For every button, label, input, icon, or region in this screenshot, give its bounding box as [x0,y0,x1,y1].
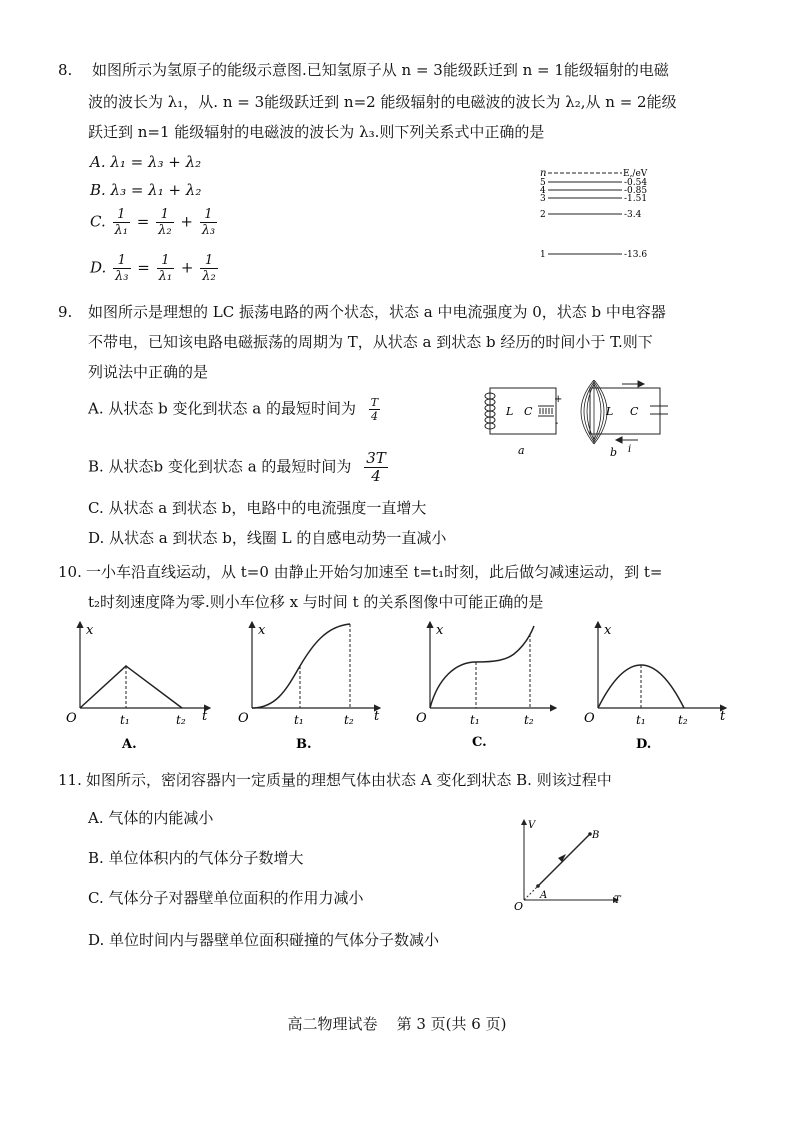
tick-label-t2: t₂ [344,713,354,727]
point-a-label: A [540,890,548,901]
q11-stem-line1: 如图所示，密闭容器内一定质量的理想气体由状态 A 变化到状态 B. 则该过程中 [86,771,612,789]
capacitor-uncharged-icon [650,406,668,414]
fraction-denominator: λ₂ [158,223,172,238]
energy-level-e: -0.54 [624,178,648,188]
graph-d-label: D. [636,737,652,752]
q9-option-a-text: A. 从状态 b 变化到状态 a 的最短时间为 [88,399,356,418]
energy-level-e: -1.51 [624,194,648,204]
q8-option-d [90,253,220,284]
inductor-label: L [606,405,614,418]
current-label: i [628,444,632,455]
graph-c-label: C. [472,735,487,750]
tick-label-t2: t₂ [524,713,534,727]
graph-b-label: B. [296,737,312,752]
q8-option-c-frac3 [200,207,217,238]
q8-option-a: A. λ₁ = λ₃ + λ₂ [90,153,202,171]
axis-label-x: x [258,623,266,638]
capacitor-plus-sign: + [554,394,563,405]
energy-level-n: 5 [540,178,546,188]
fraction-denominator: 4 [370,410,378,423]
axis-label-x: x [86,623,94,638]
q8-stem-line3: 跃迁到 n=1 能级辐射的电磁波的波长为 λ₃.则下列关系式中正确的是 [88,123,545,141]
fraction-numerator: 1 [156,207,173,223]
graph-b [238,622,380,752]
direction-arrow-icon [558,854,566,862]
graph-a-label: A. [122,737,137,752]
q8-option-d-label: D. [90,258,107,277]
energy-level-e: -0.85 [624,186,648,196]
origin-label: O [238,711,249,726]
energy-diagram-n-label: n [540,168,547,179]
q9-option-d: D. 从状态 a 到状态 b，线圈 L 的自感电动势一直减小 [88,529,447,547]
q10-stem-line1: 一小车沿直线运动，从 t=0 由静止开始匀加速至 t=t₁时刻，此后做匀减速运动，到 t= [86,563,663,581]
energy-diagram-e-label: E,/eV [623,169,648,179]
q8-option-c-label: C. [90,212,106,231]
tick-label-t1: t₁ [294,713,304,727]
capacitor-label: C [524,405,533,418]
axis-label-t: t [720,709,726,724]
q8-option-d-frac2 [157,253,174,284]
axis-label-x: x [436,623,444,638]
q8-stem-line2: 波的波长为 λ₁，从. n = 3能级跃迁到 n=2 能级辐射的电磁波的波长为 λ₂,从 n = 2能级 [88,93,677,111]
tick-label-t2: t₂ [678,713,688,727]
q9-number: 9. [58,303,73,321]
extension-line [524,886,538,900]
point-b-label: B [592,830,600,841]
capacitor-minus-sign: - [555,418,559,429]
energy-level-e: -3.4 [624,210,642,220]
plus-sign: + [180,258,194,277]
fraction-numerator: 1 [113,207,130,223]
graph-d [584,622,726,752]
graph-c-curve [430,626,534,708]
q8-stem-line1: 如图所示为氢原子的能级示意图.已知氢原子从 n = 3能级跃迁到 n = 1能级辐射的电磁 [92,61,669,79]
q8-option-c [90,207,219,238]
energy-level-n: 3 [540,194,546,204]
tick-label-t2: t₂ [176,713,186,727]
fraction-numerator: T [370,396,379,409]
q11-option-d: D. 单位时间内与器壁单位面积碰撞的气体分子数减小 [88,931,440,949]
inductor-label: L [506,405,514,418]
graph-a-curve [80,666,182,708]
q9-option-a-fraction [369,396,380,423]
axis-label-t: T [614,895,621,906]
fraction-numerator: 1 [200,207,217,223]
tick-label-t1: t₁ [636,713,646,727]
energy-level-n: 1 [540,250,546,260]
fraction-denominator: λ₁ [158,269,173,284]
fraction-denominator: 4 [371,467,381,485]
lc-circuit-b [581,380,668,459]
q10-stem-line2: t₂时刻速度降为零.则小车位移 x 与时间 t 的关系图像中可能正确的是 [88,593,544,611]
q9-option-a [88,396,382,423]
plus-sign: + [180,212,193,231]
tick-label-t1: t₁ [120,713,130,727]
origin-label: O [416,711,427,726]
fraction-numerator: 1 [200,253,217,269]
energy-level-e: -13.6 [624,250,648,260]
q9-stem-line2: 不带电，已知该电路电磁振荡的周期为 T，从状态 a 到状态 b 经历的时间小于 T.则下 [88,333,653,351]
fraction-denominator: λ₃ [115,269,129,284]
graph-c [416,622,556,750]
q8-option-d-frac1 [113,253,130,284]
origin-label: O [584,711,595,726]
state-b-label: b [610,446,618,459]
tick-label-t1: t₁ [470,713,480,727]
fraction-denominator: λ₃ [201,223,216,238]
lc-circuit-a [485,388,562,457]
lc-circuit-diagrams [482,380,672,460]
q9-stem-line3: 列说法中正确的是 [88,363,209,381]
q11-option-b: B. 单位体积内的气体分子数增大 [88,849,304,867]
fraction-denominator: λ₂ [202,269,216,284]
axis-label-v: V [528,820,536,831]
fraction-numerator: 3T [366,449,386,467]
q11-number: 11. [58,771,82,789]
axis-label-x: x [604,623,612,638]
equals-sign: = [137,258,150,277]
process-line [538,834,590,886]
point-a [536,884,540,888]
energy-level-diagram [536,165,666,265]
axis-label-t: t [202,709,208,724]
page-footer: 高二物理试卷 第 3 页(共 6 页) [287,1015,507,1033]
q8-number: 8. [58,61,73,79]
q8-option-b: B. λ₃ = λ₁ + λ₂ [90,181,202,199]
fraction-numerator: 1 [157,253,174,269]
q11-option-c: C. 气体分子对器壁单位面积的作用力减小 [88,889,364,907]
q9-option-b-fraction [364,450,388,485]
energy-level-n: 4 [540,186,546,196]
q8-option-c-frac2 [156,207,173,238]
q11-option-a: A. 气体的内能减小 [88,809,214,827]
graph-a [66,622,210,752]
axis-label-t: t [374,709,380,724]
q8-option-c-frac1 [113,207,130,238]
capacitor-label: C [630,405,639,418]
q10-number: 10. [58,563,82,581]
q9-option-c: C. 从状态 a 到状态 b，电路中的电流强度一直增大 [88,499,427,517]
v-t-graph [510,814,640,914]
origin-label: O [66,711,77,726]
fraction-denominator: λ₁ [114,223,128,238]
fraction-numerator: 1 [113,253,130,269]
q9-option-b [88,450,390,485]
equals-sign: = [136,212,150,231]
capacitor-charged-icon [538,406,554,416]
q9-option-b-text: B. 从状态b 变化到状态 a 的最短时间为 [88,457,352,476]
x-t-graphs [58,616,748,756]
q8-option-d-frac3 [200,253,217,284]
energy-level-n: 2 [540,210,546,220]
origin-label: O [514,900,524,913]
state-a-label: a [518,444,525,457]
graph-b-curve [252,624,350,708]
q9-stem-line1: 如图所示是理想的 LC 振荡电路的两个状态，状态 a 中电流强度为 0，状态 b 中电容器 [88,303,666,321]
